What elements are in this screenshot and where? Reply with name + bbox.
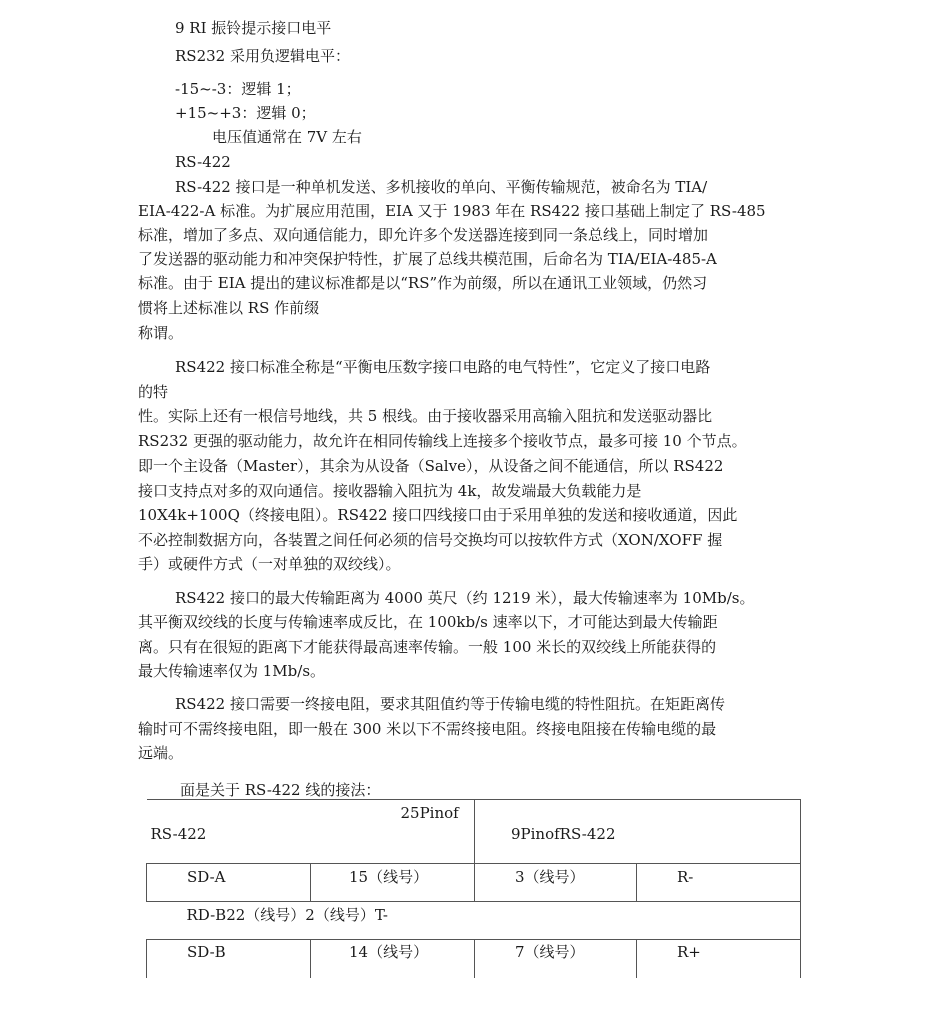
section-heading: RS-422: [175, 153, 231, 171]
para2-line: 接口支持点对多的双向通信。接收器输入阻抗为 4k，故发端最大负载能力是: [138, 482, 642, 500]
para1-line: EIA-422-A 标准。为扩展应用范围，EIA 又于 1983 年在 RS422 接口基础上制定了 RS-485: [138, 202, 766, 220]
para2-line: 手）或硬件方式（一对单独的双绞线）。: [138, 555, 401, 573]
para1-line: 了发送器的驱动能力和冲突保护特性，扩展了总线共模范围，后命名为 TIA/EIA-485-A: [138, 250, 717, 268]
header-rs422-label: RS-422: [150, 825, 207, 843]
para2-line: 的特: [138, 383, 169, 401]
merged-row-text: RD-B22（线号）2（线号）T-: [186, 906, 388, 924]
para3-line: 最大传输速率仅为 1Mb/s。: [138, 662, 326, 680]
table-row-merged: [147, 902, 801, 940]
ri-line: 9 RI 振铃提示接口电平: [175, 19, 332, 37]
para3-line: 离。只有在很短的距离下才能获得最高速率传输。一般 100 米长的双绞线上所能获得的: [138, 638, 717, 656]
table-header-row: [147, 800, 801, 864]
voltage-line: 电压值通常在 7V 左右: [212, 128, 362, 146]
para1-line: 称谓。: [138, 324, 184, 342]
cell-signal-9pin: R+: [677, 943, 701, 961]
logic-1-line: -15~-3：逻辑 1；: [175, 80, 301, 98]
para2-line: 10X4k+100Q（终接电阻）。RS422 接口四线接口由于采用单独的发送和接收通道，因此: [138, 506, 738, 524]
table-intro: 面是关于 RS-422 线的接法：: [180, 781, 381, 799]
para2-line: 即一个主设备（Master），其余为从设备（Salve），从设备之间不能通信，所以 RS422: [138, 457, 724, 475]
header-9pin-label: 9PinofRS-422: [511, 825, 616, 843]
rs232-logic-line: RS232 采用负逻辑电平：: [175, 47, 350, 65]
para2-line: 性。实际上还有一根信号地线，共 5 根线。由于接收器采用高输入阻抗和发送驱动器比: [138, 407, 713, 425]
cell-9pin: 7（线号）: [515, 943, 585, 961]
cell-signal: SD-B: [187, 943, 226, 961]
cell-25pin: 14（线号）: [349, 943, 429, 961]
cell-9pin: 3（线号）: [515, 868, 585, 886]
page-bottom-cutoff: [140, 978, 820, 1029]
para3-line: 其平衡双绞线的长度与传输速率成反比，在 100kb/s 速率以下，才可能达到最大传输距: [138, 613, 718, 631]
table-row: [147, 864, 801, 902]
para2-line: RS422 接口标准全称是“平衡电压数字接口电路的电气特性”，它定义了接口电路: [175, 358, 711, 376]
wiring-table: [146, 799, 801, 988]
para2-line: 不必控制数据方向，各装置之间任何必须的信号交换均可以按软件方式（XON/XOFF 握: [138, 531, 723, 549]
logic-0-line: +15~+3：逻辑 0；: [175, 104, 316, 122]
para4-line: 远端。: [138, 744, 184, 762]
para2-line: RS232 更强的驱动能力，故允许在相同传输线上连接多个接收节点，最多可接 10 个节点。: [138, 432, 747, 450]
para4-line: 输时可不需终接电阻，即一般在 300 米以下不需终接电阻。终接电阻接在传输电缆的最: [138, 720, 717, 738]
para1-line: 惯将上述标准以 RS 作前缀: [138, 299, 320, 317]
cell-signal-9pin: R-: [677, 868, 694, 886]
para4-line: RS422 接口需要一终接电阻，要求其阻值约等于传输电缆的特性阻抗。在矩距离传: [175, 695, 725, 713]
para1-line: 标准。由于 EIA 提出的建议标准都是以“RS”作为前缀，所以在通讯工业领域，仍然习: [138, 274, 708, 292]
cell-25pin: 15（线号）: [349, 868, 429, 886]
header-25pin-label: 25Pinof: [400, 804, 459, 822]
para1-line: RS-422 接口是一种单机发送、多机接收的单向、平衡传输规范，被命名为 TIA/: [175, 178, 708, 196]
cell-signal: SD-A: [187, 868, 226, 886]
para3-line: RS422 接口的最大传输距离为 4000 英尺（约 1219 米），最大传输速率为 10Mb/s。: [175, 589, 755, 607]
para1-line: 标准，增加了多点、双向通信能力，即允许多个发送器连接到同一条总线上，同时增加: [138, 226, 709, 244]
